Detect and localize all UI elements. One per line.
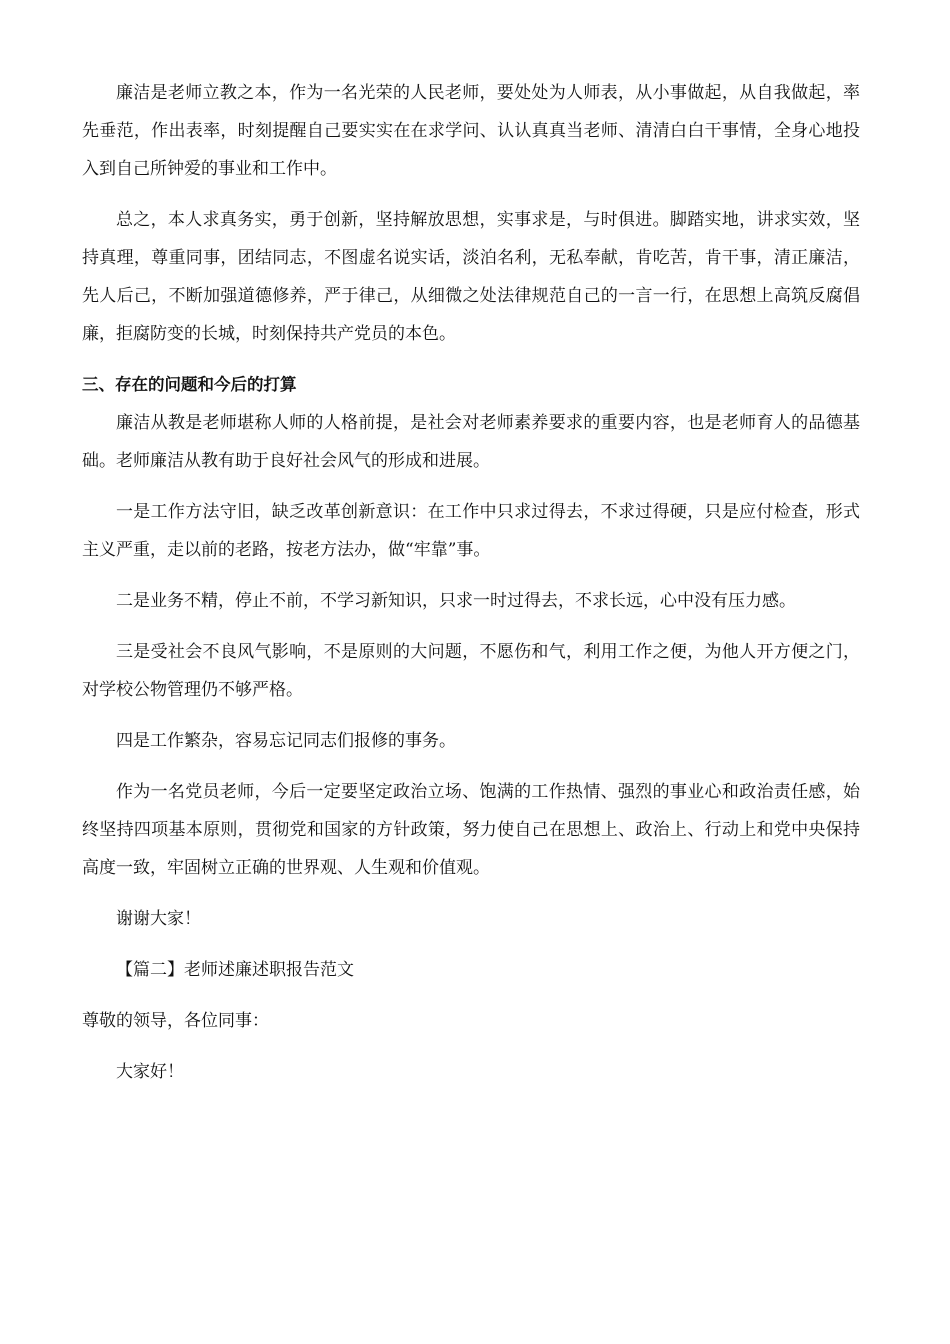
section-heading-problems-plans: 三、存在的问题和今后的打算 xyxy=(82,375,297,394)
paragraph-greeting: 大家好！ xyxy=(116,1062,184,1082)
paragraph-salutation: 尊敬的领导，各位同事： xyxy=(82,1011,269,1031)
paragraph-problem-two: 二是业务不精，停止不前，不学习新知识，只求一时过得去，不求长远，心中没有压力感。 xyxy=(116,591,796,611)
document-page xyxy=(82,74,860,1091)
paragraph-integrity-teaching: 廉洁从教是老师堪称人师的人格前提，是社会对老师素养要求的重要内容，也是老师育人的品德基础。老师廉洁从教有助于良好社会风气的形成和进展。 xyxy=(82,413,860,471)
paragraph-integrity-foundation: 廉洁是老师立教之本，作为一名光荣的人民老师，要处处为人师表，从小事做起，从自我做起，率先垂范，作出表率，时刻提醒自己要实实在在求学问、认认真真当老师、清清白白干事情，全身心地投入到自己所钟爱的事业和工作中。 xyxy=(82,83,860,179)
paragraph-problem-four: 四是工作繁杂，容易忘记同志们报修的事务。 xyxy=(116,731,456,751)
paragraph-part-two-title: 【篇二】老师述廉述职报告范文 xyxy=(116,960,354,980)
paragraph-problem-three: 三是受社会不良风气影响，不是原则的大问题，不愿伤和气，利用工作之便，为他人开方便之门，对学校公物管理仍不够严格。 xyxy=(82,642,860,700)
paragraph-future-plan: 作为一名党员老师，今后一定要坚定政治立场、饱满的工作热情、强烈的事业心和政治责任感，始终坚持四项基本原则，贯彻党和国家的方针政策，努力使自己在思想上、政治上、行动上和党中央保持高度一致，牢固树立正确的世界观、人生观和价值观。 xyxy=(82,782,860,878)
paragraph-summary: 总之，本人求真务实，勇于创新，坚持解放思想，实事求是，与时俱进。脚踏实地，讲求实效，坚持真理，尊重同事，团结同志，不图虚名说实话，淡泊名利，无私奉献，肯吃苦，肯干事，清正廉洁，先人后己，不断加强道德修养，严于律己，从细微之处法律规范自己的一言一行，在思想上高筑反腐倡廉，拒腐防变的长城，时刻保持共产党员的本色。 xyxy=(82,210,860,344)
paragraph-thanks: 谢谢大家！ xyxy=(116,909,201,929)
paragraph-problem-one: 一是工作方法守旧，缺乏改革创新意识：在工作中只求过得去，不求过得硬，只是应付检查，形式主义严重，走以前的老路，按老方法办，做“牢靠”事。 xyxy=(82,502,860,560)
